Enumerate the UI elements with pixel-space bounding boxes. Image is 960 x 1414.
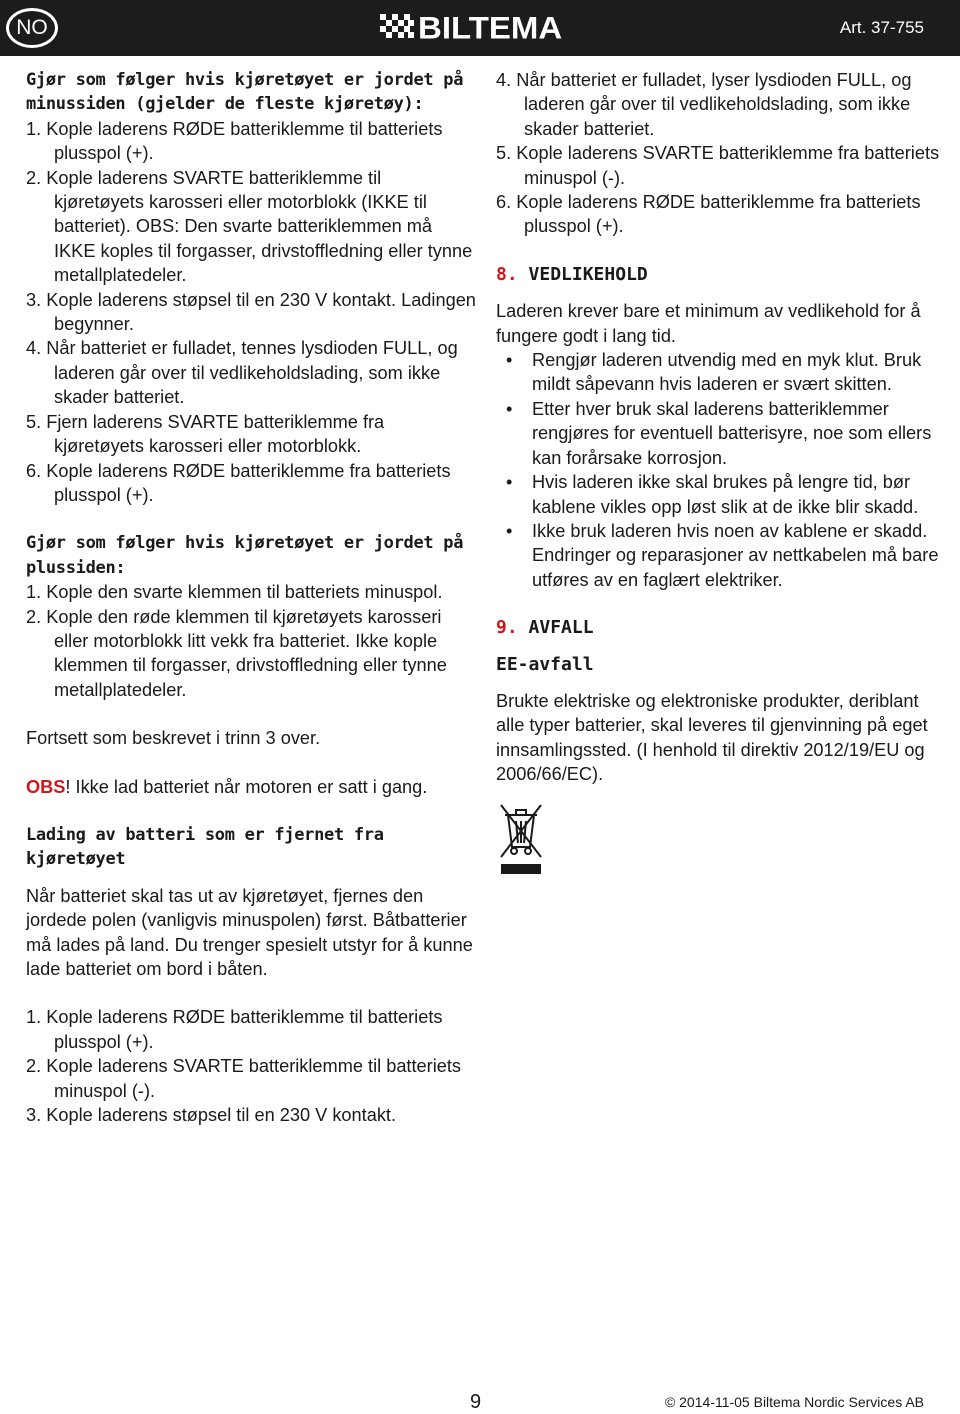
list-item: 4. Når batteriet er fulladet, lyser lysdioden FULL, og laderen går over til vedlikeholdslading, som ikke skader batteriet. [496, 70, 912, 139]
list-item: 3. Kople laderens støpsel til en 230 V kontakt. [26, 1105, 397, 1126]
steps-minus-ground [26, 117, 476, 508]
list-item: • Etter hver bruk skal laderens batteriklemmer rengjøres for eventuell batterisyre, noe som ellers kan forårsake korrosjon. [496, 397, 941, 470]
list-item: 3. Kople laderens støpsel til en 230 V kontakt. Ladingen begynner. [26, 289, 476, 335]
page-header [0, 0, 960, 56]
list-item: 5. Kople laderens SVARTE batteriklemme fra batteriets minuspol (-). [496, 143, 940, 188]
checkered-flag-icon [380, 14, 414, 42]
ee-waste-title: EE-avfall [496, 653, 594, 675]
list-item: 1. Kople laderens RØDE batteriklemme til batteriets plusspol (+). [26, 1007, 443, 1052]
section-8-label: VEDLIKEHOLD [528, 263, 648, 285]
steps-continued [496, 68, 941, 239]
list-item: • Ikke bruk laderen hvis noen av kablene er skadd. Endringer og reparasjoner av nettkabelen må bare utføres av en faglært elektriker. [496, 519, 941, 592]
list-item: • Rengjør laderen utvendig med en myk klut. Bruk mildt såpevann hvis laderen er svært skitten. [496, 348, 941, 397]
list-item: 1. Kople den svarte klemmen til batteriets minuspol. [26, 582, 443, 603]
weee-crossed-bin-icon [498, 801, 544, 877]
list-item: 1. Kople laderens RØDE batteriklemme til batteriets plusspol (+). [26, 118, 443, 164]
steps-removed-battery [26, 1005, 476, 1127]
brand-name: BILTEMA [418, 9, 563, 46]
list-item: 4. Når batteriet er fulladet, tennes lysdioden FULL, og laderen går over til vedlikeholdslading, som ikke skader batteriet. [26, 338, 458, 408]
ee-waste-text: Brukte elektriske og elektroniske produkter, deriblant alle typer batterier, skal leveres til gjenvinning på eget innsamlingssted. (I henhold til direktiv 2012/19/EU og 2006/66/EC). [496, 690, 928, 785]
section-9-number: 9. [496, 617, 518, 639]
section-9-label: AVFALL [528, 617, 594, 639]
list-item: 6. Kople laderens RØDE batteriklemme fra batteriets plusspol (+). [496, 192, 921, 237]
maintenance-bullets [496, 348, 941, 592]
copyright: © 2014-11-05 Biltema Nordic Services AB [664, 1394, 924, 1410]
section-8-title [496, 263, 941, 287]
obs-note [26, 775, 476, 799]
maintenance-intro: Laderen krever bare et minimum av vedlikehold for å fungere godt i lang tid. [496, 301, 921, 346]
heading-minus-ground: Gjør som følger hvis kjøretøyet er jordet på minussiden (gjelder de fleste kjøretøy): [26, 70, 464, 115]
brand-logo [380, 9, 563, 46]
right-column [496, 68, 941, 883]
list-item: 2. Kople laderens SVARTE batteriklemme til batteriets minuspol (-). [26, 1056, 462, 1101]
section-8-number: 8. [496, 263, 518, 285]
list-item: 2. Kople den røde klemmen til kjøretøyets karosseri eller motorblokk litt vekk fra batteriet. Ikke kople klemmen til forgasser, drivstoffledning eller tynne metallplatedeler. [26, 606, 447, 700]
left-column [26, 68, 476, 1127]
removed-battery-paragraph: Når batteriet skal tas ut av kjøretøyet, fjernes den jordede polen (vanligvis minuspolen) først. Båtbatterier må lades på land. Du trenger spesielt utstyr for å kunne lade batteriet om bord i båten. [26, 885, 473, 979]
article-number: Art. 37-755 [839, 18, 924, 37]
page-number: 9 [470, 1391, 482, 1413]
steps-plus-ground [26, 580, 476, 702]
continue-note: Fortsett som beskrevet i trinn 3 over. [26, 728, 321, 749]
list-item: 2. Kople laderens SVARTE batteriklemme til kjøretøyets karosseri eller motorblokk (IKKE til batteriet). OBS: Den svarte batteriklemmen må IKKE koples til forgasser, drivstoffledning eller tynne metallplatedeler. [26, 167, 473, 286]
heading-removed-battery: Lading av batteri som er fjernet fra kjøretøyet [26, 824, 384, 870]
section-9-title [496, 616, 941, 640]
heading-plus-ground: Gjør som følger hvis kjøretøyet er jordet på plussiden: [26, 533, 464, 578]
obs-text: ! Ikke lad batteriet når motoren er satt i gang. [65, 776, 428, 797]
list-item: 6. Kople laderens RØDE batteriklemme fra batteriets plusspol (+). [26, 460, 451, 505]
language-badge: NO [6, 8, 58, 48]
obs-label: OBS [26, 776, 66, 797]
list-item: • Hvis laderen ikke skal brukes på lengre tid, bør kablene vikles opp løst slik at de ikke blir skadd. [496, 470, 941, 519]
list-item: 5. Fjern laderens SVARTE batteriklemme fra kjøretøyets karosseri eller motorblokk. [26, 411, 385, 457]
